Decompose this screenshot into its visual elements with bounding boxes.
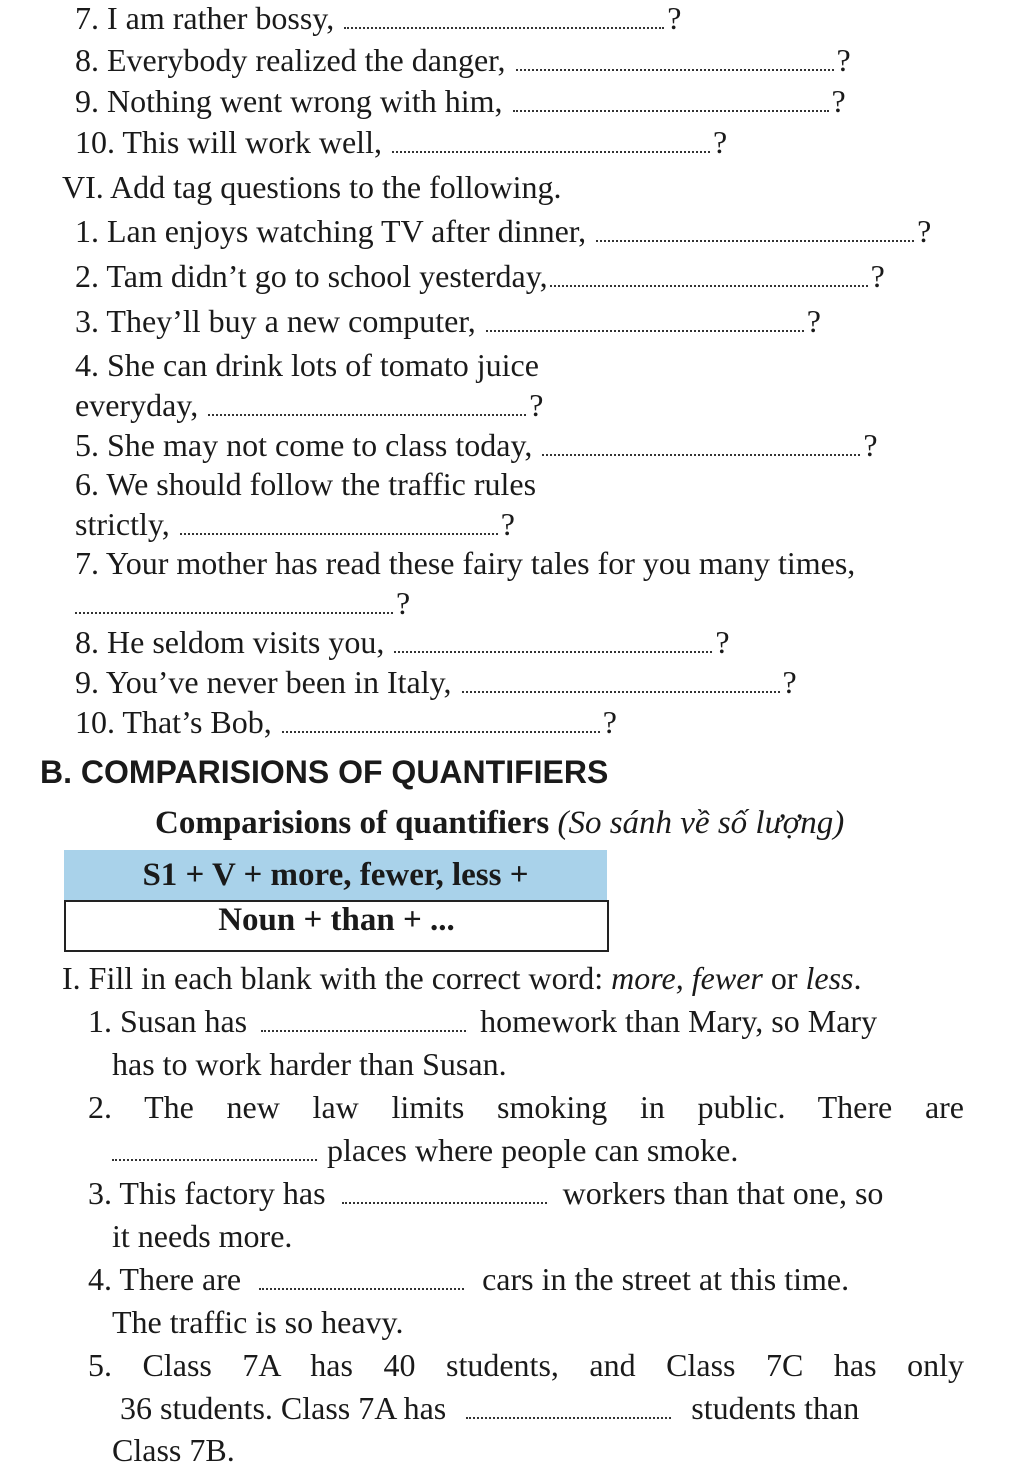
section-b-subtitle [155, 802, 844, 844]
subtitle-italic: (So sánh về số lượng) [557, 805, 845, 841]
answer-blank[interactable] [180, 507, 498, 535]
question-mark: ? [712, 124, 728, 160]
question-mark: ? [529, 387, 544, 423]
part-vi-item-6-line2 [75, 504, 515, 544]
question-mark: ? [870, 258, 885, 294]
question-mark: ? [917, 213, 932, 249]
part-vi-item-1 [75, 211, 931, 251]
item-text: 8. Everybody realized the danger, [75, 42, 514, 78]
question-mark: ? [782, 664, 797, 700]
item-text: 9. You’ve never been in Italy, [75, 664, 460, 700]
item-text: 3. This factory has [88, 1175, 326, 1211]
answer-blank[interactable] [542, 428, 860, 456]
answer-blank[interactable] [486, 304, 804, 332]
formula-line-2: Noun + than + ... [64, 900, 609, 952]
exercise-item-2-line1: 2. The new law limits smoking in public. There are [88, 1089, 964, 1125]
question-mark: ? [500, 506, 515, 542]
item-text: 36 students. Class 7A has [120, 1390, 447, 1426]
formula-line-1: S1 + V + more, fewer, less + [64, 850, 607, 900]
exercise-item-3-line1 [88, 1173, 883, 1213]
item-text: everyday, [75, 387, 207, 423]
part-vi-item-3 [75, 301, 821, 341]
part-vi-item-7-line2 [75, 583, 410, 623]
item-text: 5. She may not come to class today, [75, 427, 541, 463]
part-vi-item-10 [75, 702, 617, 742]
item-text: 10. This will work well, [75, 124, 390, 160]
answer-blank[interactable] [596, 214, 914, 242]
item-text: 1. Susan has [88, 1003, 248, 1039]
word-or: or [762, 960, 806, 996]
answer-blank[interactable] [75, 586, 393, 614]
answer-blank[interactable] [208, 388, 526, 416]
exercise-heading [62, 958, 862, 998]
item-text: 1. Lan enjoys watching TV after dinner, [75, 213, 595, 249]
question-mark: ? [806, 303, 821, 339]
part-v-item-7 [75, 0, 681, 38]
word-less: less [805, 960, 854, 996]
part-vi-item-4-line1: 4. She can drink lots of tomato juice [75, 347, 539, 383]
answer-blank[interactable] [112, 1133, 317, 1161]
item-text: 3. They’ll buy a new computer, [75, 303, 484, 339]
subtitle-bold: Comparisions of quantifiers [155, 805, 550, 841]
answer-blank[interactable] [462, 665, 780, 693]
heading-text: I. Fill in each blank with the correct word: [62, 960, 612, 996]
answer-blank[interactable] [466, 1391, 671, 1419]
part-vi-heading: VI. Add tag questions to the following. [62, 169, 562, 205]
question-mark: ? [831, 83, 846, 119]
part-vi-item-8 [75, 622, 730, 662]
answer-blank[interactable] [261, 1004, 466, 1032]
item-text: 7. I am rather bossy, [75, 0, 343, 36]
exercise-item-5-line3: Class 7B. [112, 1432, 235, 1468]
exercise-item-1-line1 [88, 1001, 877, 1041]
part-v-item-9 [75, 81, 846, 121]
part-vi-item-9 [75, 662, 797, 702]
word-fewer: fewer [691, 960, 763, 996]
item-text: students than [691, 1390, 860, 1426]
answer-blank[interactable] [513, 84, 829, 112]
answer-blank[interactable] [282, 705, 600, 733]
exercise-item-5-line2 [120, 1388, 859, 1428]
word-more: more, [611, 960, 684, 996]
exercise-item-5-line1: 5. Class 7A has 40 students, and Class 7C has only [88, 1347, 964, 1383]
answer-blank[interactable] [550, 259, 868, 287]
answer-blank[interactable] [344, 1, 664, 29]
answer-blank[interactable] [259, 1262, 464, 1290]
exercise-item-2-line2 [112, 1130, 738, 1170]
part-v-item-8 [75, 40, 851, 80]
question-mark: ? [396, 585, 411, 621]
question-mark: ? [836, 42, 851, 78]
exercise-item-1-line2: has to work harder than Susan. [112, 1046, 507, 1082]
period: . [853, 960, 862, 996]
answer-blank[interactable] [342, 1176, 547, 1204]
item-text: 9. Nothing went wrong with him, [75, 83, 511, 119]
part-vi-item-6-line1: 6. We should follow the traffic rules [75, 466, 537, 502]
question-mark: ? [602, 704, 617, 740]
part-v-item-10 [75, 122, 727, 162]
question-mark: ? [863, 427, 878, 463]
part-vi-item-2 [75, 256, 885, 296]
exercise-item-3-line2: it needs more. [112, 1218, 293, 1254]
item-text: 8. He seldom visits you, [75, 624, 393, 660]
part-vi-item-4-line2 [75, 385, 543, 425]
answer-blank[interactable] [516, 43, 834, 71]
answer-blank[interactable] [394, 625, 712, 653]
item-text: 2. Tam didn’t go to school yesterday, [75, 258, 548, 294]
exercise-item-4-line1 [88, 1259, 849, 1299]
item-text: places where people can smoke. [327, 1132, 739, 1168]
item-text: strictly, [75, 506, 178, 542]
item-text: homework than Mary, so Mary [480, 1003, 878, 1039]
part-vi-item-7-line1: 7. Your mother has read these fairy tales for you many times, [75, 545, 856, 581]
answer-blank[interactable] [392, 125, 710, 153]
question-mark: ? [667, 0, 682, 36]
item-text: 4. There are [88, 1261, 242, 1297]
item-text: workers than that one, so [562, 1175, 884, 1211]
item-text: cars in the street at this time. [482, 1261, 850, 1297]
exercise-item-4-line2: The traffic is so heavy. [112, 1304, 404, 1340]
part-vi-item-5 [75, 425, 878, 465]
question-mark: ? [715, 624, 730, 660]
item-text: 10. That’s Bob, [75, 704, 280, 740]
section-b-heading: B. COMPARISIONS OF QUANTIFIERS [40, 754, 609, 790]
